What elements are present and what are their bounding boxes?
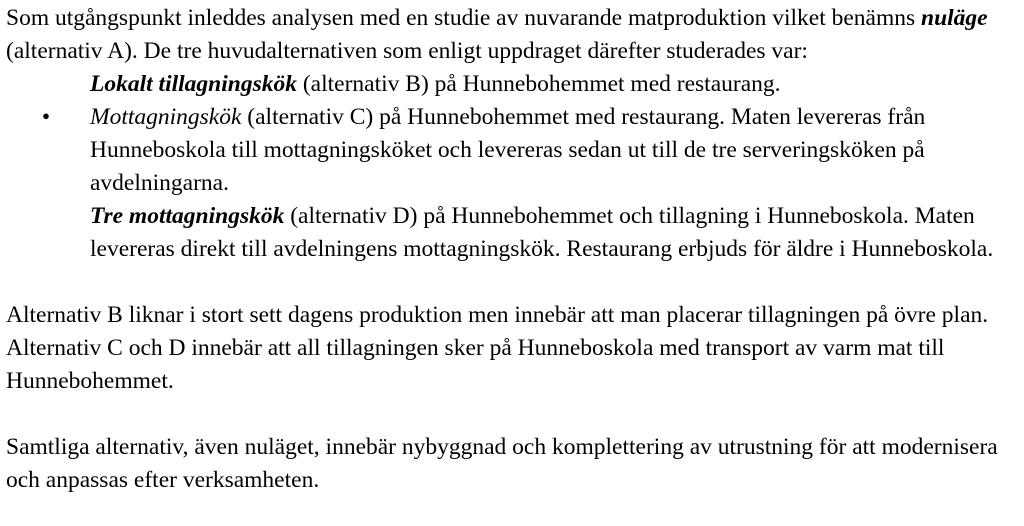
alternative-b-item: [6, 68, 1022, 101]
alternative-d-text: (alternativ D) på Hunnebohemmet och tillagning i Hunneboskola. Maten levereras direkt till avdelningens mottagningskök. Restaurang erbjuds för äldre i Hunneboskola.: [90, 203, 994, 262]
alternative-c-item: [6, 101, 1022, 200]
document-page: [6, 2, 1022, 497]
alternative-b-name: Lokalt tillagningskök: [90, 71, 297, 97]
bullet-marker: •: [41, 104, 51, 130]
alternative-c-text: (alternativ C) på Hunnebohemmet med restaurang. Maten levereras från Hunneboskola till mottagningsköket och levereras sedan ut till de tre serveringsköken på avdelningarna.: [90, 104, 926, 196]
alternative-b-text: (alternativ B) på Hunnebohemmet med restaurang.: [296, 71, 781, 97]
alternative-d-name: Tre mottagningskök: [90, 203, 285, 229]
intro-paragraph: [6, 2, 1022, 68]
intro-text-before: Som utgångspunkt inleddes analysen med en studie av nuvarande matproduktion vilket benämns: [6, 5, 922, 31]
paragraph-spacer: [6, 266, 1022, 299]
paragraph-spacer: [6, 398, 1022, 431]
intro-text-after: (alternativ A). De tre huvudalternativen som enligt uppdraget därefter studerades var:: [6, 38, 808, 64]
alternative-c-name: Mottagningskök: [90, 104, 242, 130]
alternatives-list: [6, 68, 1022, 266]
alternative-d-item: [6, 200, 1022, 266]
intro-emphasis-nulage: nuläge: [921, 5, 988, 31]
paragraph-samtliga: Samtliga alternativ, även nuläget, innebär nybyggnad och komplettering av utrustning för att modernisera och anpassas efter verksamheten.: [6, 434, 998, 493]
paragraph-alternativ-b: Alternativ B liknar i stort sett dagens produktion men innebär att man placerar tillagningen på övre plan. Alternativ C och D innebär att all tillagningen sker på Hunneboskola med transport av varm mat till Hunnebohemmet.: [6, 302, 989, 394]
